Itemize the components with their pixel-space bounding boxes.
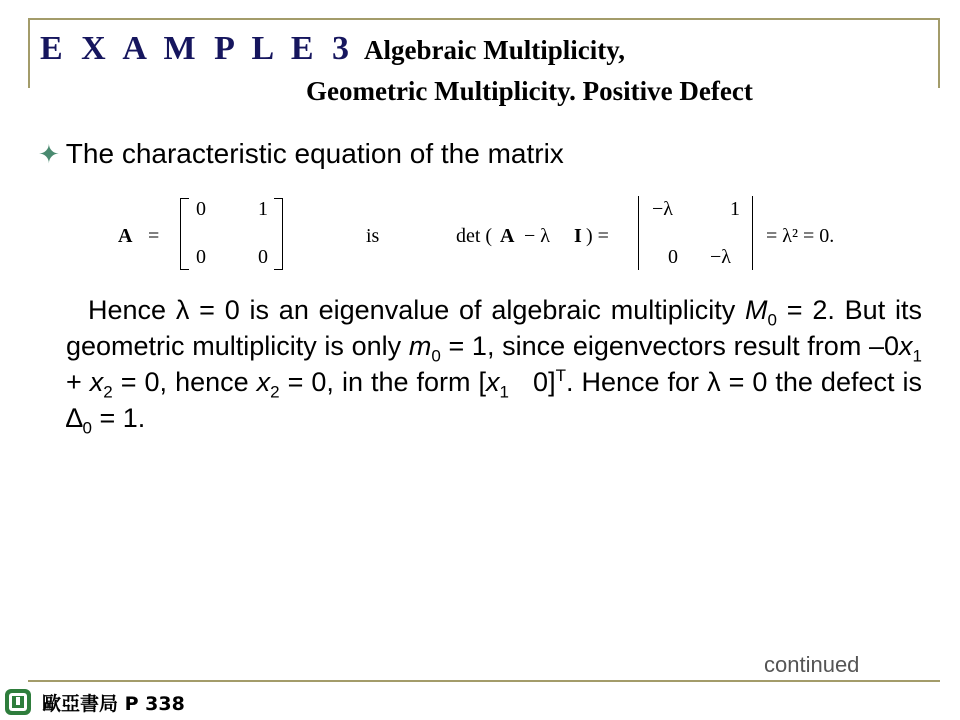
var-x-subscript-2: 2 — [103, 382, 113, 402]
para-text-5: = 0, hence — [112, 367, 257, 397]
det-entry-11: −λ — [652, 198, 673, 220]
is-word: is — [366, 225, 380, 247]
para-text-1: Hence λ = 0 is an eigenvalue of algebraic multiplicity — [88, 295, 746, 325]
explanation-paragraph — [66, 292, 922, 436]
bullet-text: The characteristic equation of the matrix — [65, 138, 564, 169]
var-x: x — [256, 367, 271, 397]
para-text-3: = 1, since eigenvectors result from –0 — [440, 331, 900, 361]
example-label: E X A M P L E 3 — [40, 30, 354, 67]
var-M: M — [745, 295, 768, 325]
identity-I-symbol: I — [574, 225, 582, 247]
matrix-A-symbol-2: A — [500, 225, 515, 247]
det-text: det ( — [456, 225, 493, 247]
matrix-a22: 0 — [258, 246, 268, 268]
bottom-rule — [28, 680, 940, 682]
publisher-logo-icon — [4, 688, 32, 716]
matrix-a21: 0 — [196, 246, 206, 268]
determinant-right-bar — [752, 196, 753, 270]
para-text-6: = 0, in the form [ — [279, 367, 487, 397]
var-x: x — [486, 367, 500, 397]
var-m: m — [408, 331, 432, 361]
equation-result: = λ² = 0. — [766, 225, 835, 247]
matrix-a12: 1 — [258, 198, 268, 220]
characteristic-equation — [0, 190, 960, 280]
para-text-2: = 2. But its geometric multiplicity is only — [66, 295, 922, 361]
continued-note: continued — [764, 652, 860, 677]
right-rule — [938, 18, 940, 88]
matrix-left-bracket — [180, 198, 189, 270]
title-line-2: Geometric Multiplicity. Positive Defect — [306, 76, 753, 106]
title-line-1: Algebraic Multiplicity, — [364, 35, 625, 65]
determinant-left-bar — [638, 196, 639, 270]
para-text-9: = 1. — [92, 403, 146, 433]
det-entry-12: 1 — [730, 198, 740, 220]
det-entry-22: −λ — [710, 246, 731, 268]
matrix-A-symbol: A — [118, 225, 133, 247]
para-text-7: 0] — [509, 367, 556, 397]
para-text-4: + — [66, 367, 90, 397]
transpose-superscript: T — [555, 366, 566, 385]
var-x: x — [89, 367, 104, 397]
matrix-a11: 0 — [196, 198, 206, 220]
var-m-subscript: 0 — [431, 346, 441, 366]
var-M-subscript: 0 — [767, 310, 777, 330]
four-pointed-star-icon: ✦ — [38, 139, 60, 169]
footer — [4, 688, 185, 716]
var-x: x — [899, 331, 913, 361]
minus-lambda: − λ — [524, 225, 550, 247]
publisher-page-label: 歐亞書局 P 338 — [42, 692, 185, 715]
var-x-subscript-2: 2 — [270, 382, 280, 402]
left-rule — [28, 18, 30, 88]
bullet-point — [38, 138, 564, 170]
equals-sign: = — [148, 225, 160, 247]
det-entry-21: 0 — [668, 246, 678, 268]
delta-subscript: 0 — [82, 418, 92, 438]
var-x-subscript-1: 1 — [499, 382, 510, 402]
para-text-8: . Hence for λ = 0 the defect is ∆ — [66, 367, 922, 433]
slide-title — [40, 30, 753, 106]
close-paren-equals: ) = — [586, 225, 609, 247]
matrix-right-bracket — [274, 198, 283, 270]
var-x-subscript-1: 1 — [912, 346, 922, 366]
top-rule — [28, 18, 940, 20]
